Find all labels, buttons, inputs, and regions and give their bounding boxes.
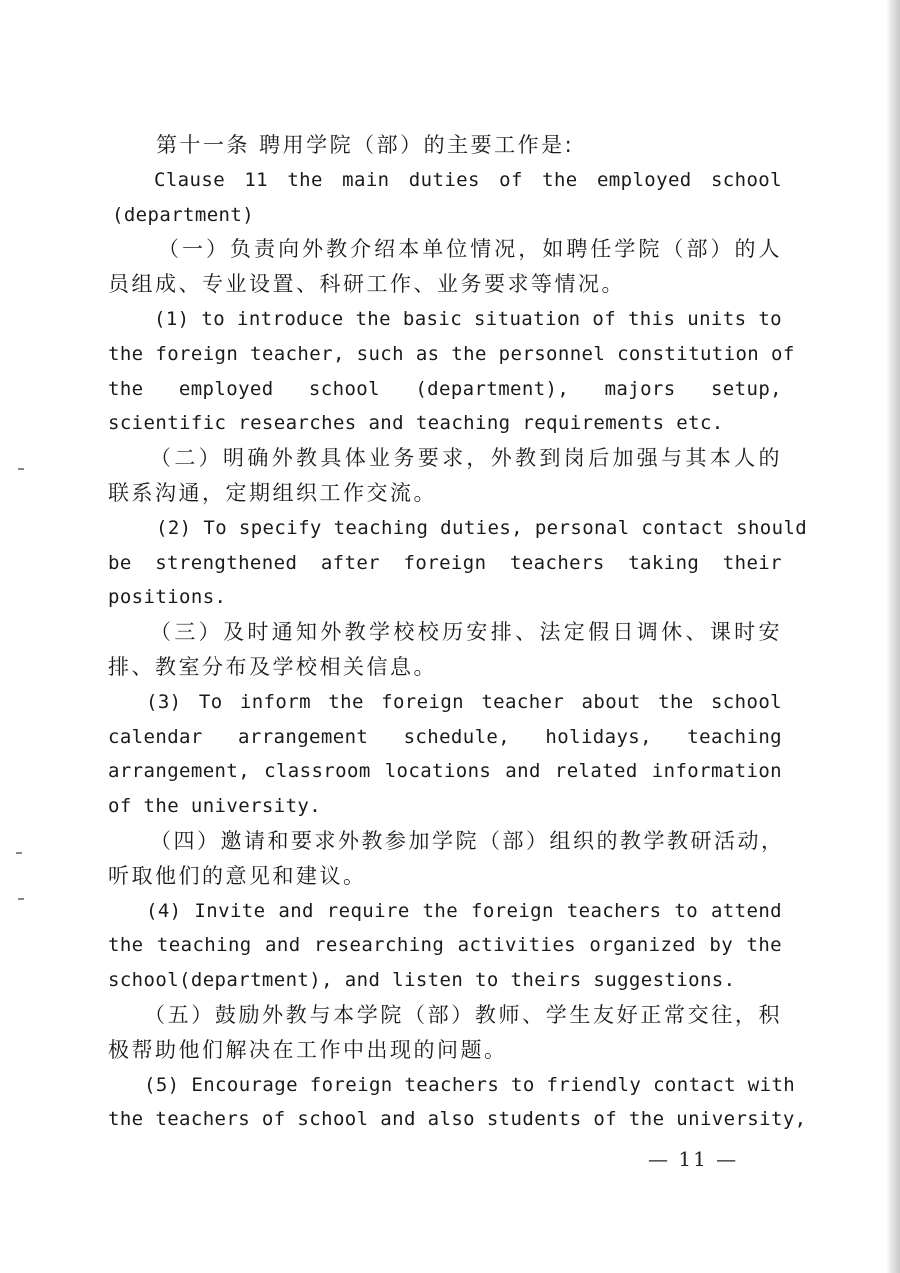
english-text-line: (3) To inform the foreign teacher about the school bbox=[146, 690, 782, 713]
chinese-text-line: 第十一条 聘用学院（部）的主要工作是: bbox=[156, 133, 575, 157]
chinese-text-line: （二）明确外教具体业务要求，外教到岗后加强与其本人的 bbox=[150, 446, 782, 471]
english-text-line: be strengthened after foreign teachers taking their bbox=[108, 551, 782, 574]
scan-speck bbox=[18, 898, 24, 900]
chinese-text-line: （四）邀请和要求外教参加学院（部）组织的教学教研活动， bbox=[150, 828, 785, 853]
english-text-line: (2) To specify teaching duties, personal contact should bbox=[156, 516, 808, 539]
scan-speck bbox=[16, 852, 22, 854]
document-body bbox=[104, 128, 808, 1137]
english-text-line: calendar arrangement schedule, holidays, teaching bbox=[108, 725, 782, 748]
chinese-text-line: （三）及时通知外教学校校历安排、法定假日调休、课时安 bbox=[150, 620, 782, 645]
chinese-text-line: （一）负责向外教介绍本单位情况，如聘任学院（部）的人 bbox=[158, 237, 782, 262]
english-text-line: (1) to introduce the basic situation of this units to bbox=[154, 307, 782, 330]
scan-speck bbox=[18, 468, 24, 470]
english-text-line: the teaching and researching activities organized by the bbox=[108, 934, 782, 957]
chinese-text-line: 联系沟通，定期组织工作交流。 bbox=[108, 480, 437, 505]
chinese-text-line: 听取他们的意见和建议。 bbox=[108, 863, 367, 888]
english-text-line: of the university. bbox=[108, 795, 322, 818]
english-text-line: arrangement, classroom locations and related information bbox=[108, 760, 782, 783]
english-text-line: Clause 11 the main duties of the employed school bbox=[154, 168, 782, 191]
page-number: — 11 — bbox=[648, 1147, 739, 1171]
chinese-text-line: 排、教室分布及学校相关信息。 bbox=[108, 654, 437, 679]
scan-edge-shadow bbox=[886, 0, 900, 1273]
chinese-text-line: 员组成、专业设置、科研工作、业务要求等情况。 bbox=[108, 272, 625, 297]
english-text-line: scientific researches and teaching requirements etc. bbox=[108, 412, 724, 435]
english-text-line: (5) Encourage foreign teachers to friendly contact with bbox=[144, 1073, 796, 1096]
english-text-line: positions. bbox=[108, 586, 227, 609]
english-text-line: (4) Invite and require the foreign teachers to attend bbox=[146, 899, 782, 922]
english-text-line: the teachers of school and also students of the university, bbox=[108, 1108, 807, 1131]
english-text-line: the foreign teacher, such as the personnel constitution of bbox=[108, 342, 795, 365]
english-text-line: school(department), and listen to theirs suggestions. bbox=[108, 969, 736, 992]
chinese-text-line: 极帮助他们解决在工作中出现的问题。 bbox=[108, 1037, 508, 1062]
chinese-text-line: （五）鼓励外教与本学院（部）教师、学生友好正常交往，积 bbox=[144, 1002, 782, 1027]
english-text-line: (department) bbox=[112, 203, 255, 226]
english-text-line: the employed school (department), majors setup, bbox=[108, 377, 782, 400]
